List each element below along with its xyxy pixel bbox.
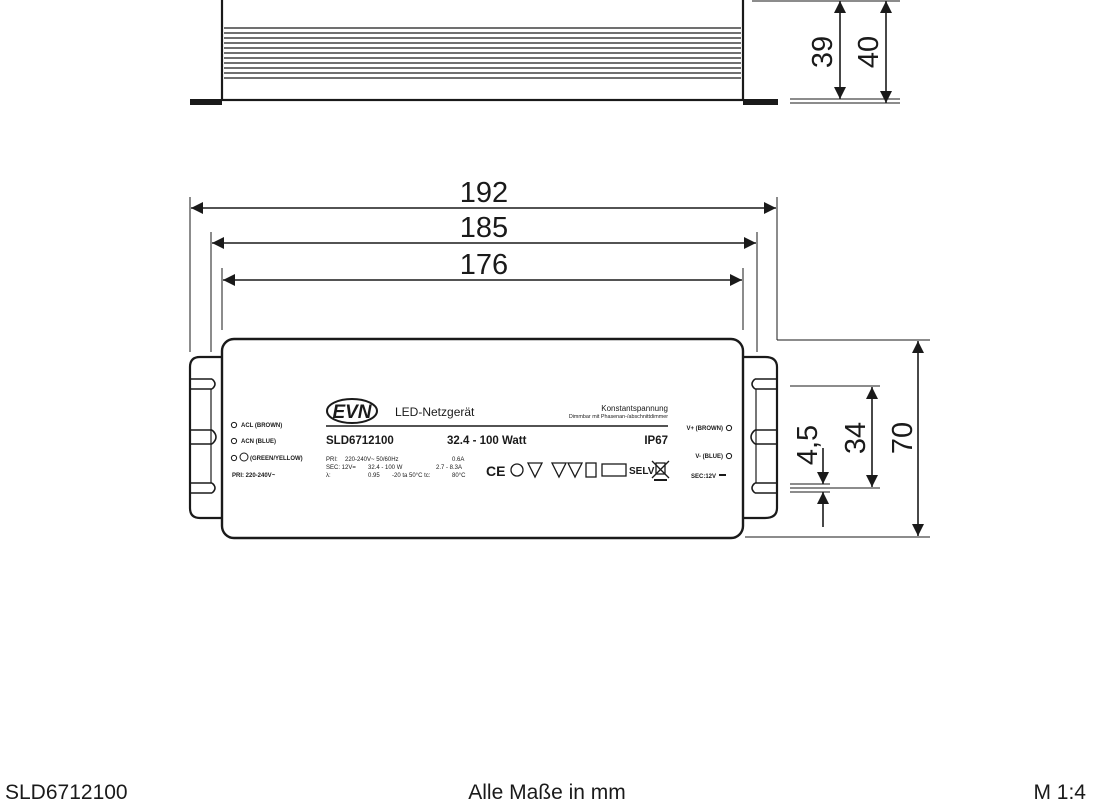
mount-flange-right bbox=[743, 99, 778, 105]
dim-width-mount: 185 bbox=[459, 212, 509, 244]
spec-cell: 2.7 - 8.3A bbox=[436, 465, 463, 471]
label-ip-rating: IP67 bbox=[644, 435, 668, 447]
footer-model: SLD6712100 bbox=[5, 781, 128, 804]
dim-hole-width: 4,5 bbox=[792, 424, 824, 466]
spec-cell: 80°C bbox=[452, 473, 466, 479]
spec-cell: PRI: bbox=[326, 457, 338, 463]
cooling-fins bbox=[224, 28, 741, 78]
mount-tab-left bbox=[190, 357, 222, 518]
dim-width-body: 176 bbox=[459, 249, 509, 281]
spec-cell: 0.6A bbox=[452, 457, 465, 463]
label-model: SLD6712100 bbox=[326, 435, 394, 447]
label-subtitle: Konstantspannung bbox=[601, 404, 668, 413]
primary-input-label: PRI: 220-240V~ bbox=[232, 473, 276, 479]
dim-height-inner: 39 bbox=[807, 35, 839, 69]
label-subtitle-detail: Dimmbar mit Phasenan-/abschnittdimmer bbox=[568, 414, 668, 420]
spec-cell: 0.95 bbox=[368, 473, 380, 479]
selv-mark-icon: SELV bbox=[629, 466, 655, 477]
footer-scale: M 1:4 bbox=[1033, 781, 1086, 804]
evn-logo bbox=[327, 399, 377, 423]
spec-cell: SEC: 12V= bbox=[326, 465, 356, 471]
dim-depth-overall: 70 bbox=[887, 421, 919, 455]
secondary-output-label: SEC:12V bbox=[690, 474, 716, 480]
wire-label-earth: (GREEN/YELLOW) bbox=[250, 456, 303, 462]
dim-height-outer: 40 bbox=[853, 35, 885, 69]
label-power: 32.4 - 100 Watt bbox=[447, 435, 527, 447]
dc-symbol-icon bbox=[719, 474, 726, 476]
evn-logo-text: EVN bbox=[332, 402, 372, 423]
ce-mark-icon: CE bbox=[486, 463, 506, 479]
footer-units-note: Alle Maße in mm bbox=[468, 781, 626, 804]
top-view bbox=[190, 197, 930, 538]
side-view bbox=[190, 0, 900, 105]
mount-flange-left bbox=[190, 99, 222, 105]
wire-label-vplus: V+ (BROWN) bbox=[686, 426, 723, 432]
spec-cell: -20 ta 50°C tc: bbox=[392, 473, 431, 479]
mount-tab-right bbox=[743, 357, 777, 518]
dim-width-overall: 192 bbox=[459, 177, 509, 209]
spec-cell: λ: bbox=[326, 473, 331, 479]
spec-cell: 32.4 - 100 W bbox=[368, 465, 403, 471]
spec-cell: 220-240V~ 50/60Hz bbox=[345, 457, 399, 463]
label-title: LED-Netzgerät bbox=[395, 405, 475, 419]
dim-depth-mount: 34 bbox=[840, 421, 872, 455]
wire-label-acl: ACL (BROWN) bbox=[241, 423, 283, 429]
wire-label-acn: ACN (BLUE) bbox=[241, 439, 276, 445]
wire-label-vminus: V- (BLUE) bbox=[695, 454, 723, 460]
